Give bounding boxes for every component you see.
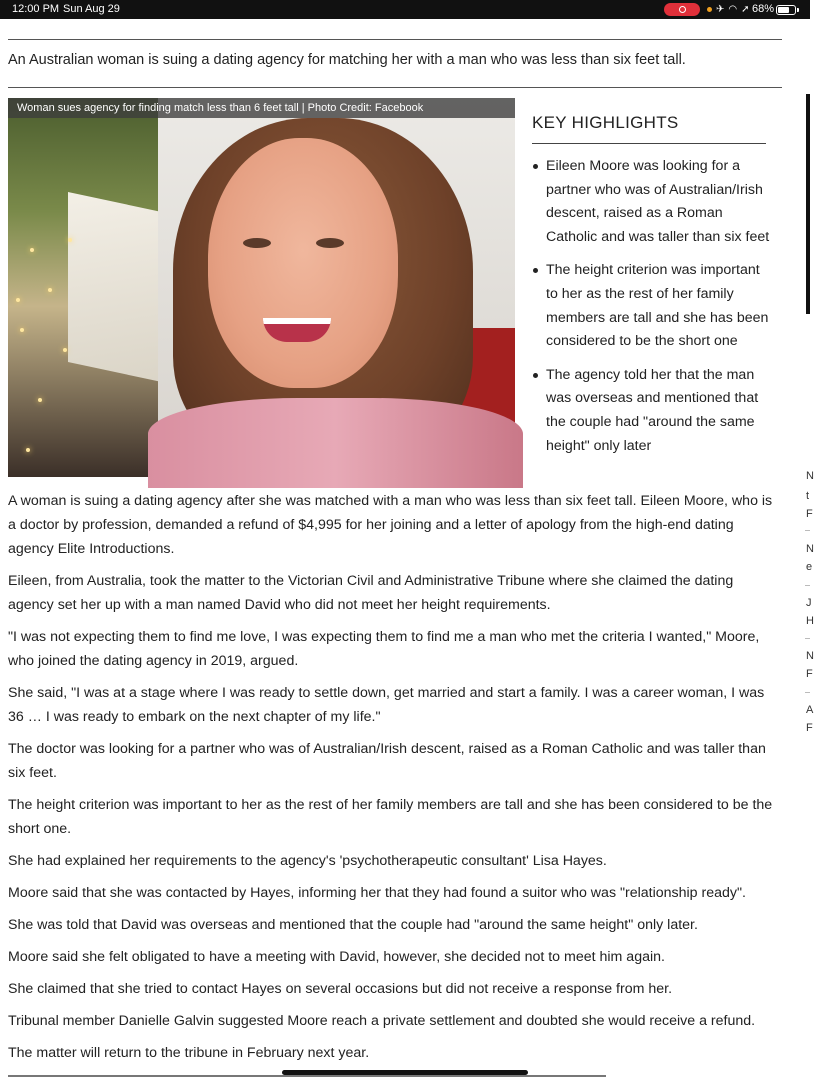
status-bar: [0, 0, 810, 19]
article-paragraph: The matter will return to the tribune in February next year.: [8, 1045, 370, 1061]
sidebar-fragment[interactable]: F: [806, 668, 813, 680]
article-paragraph: She was told that David was overseas and mentioned that the couple had "around the same height" only later.: [8, 917, 698, 933]
article-paragraph: Moore said she felt obligated to have a meeting with David, however, she decided not to meet him again.: [8, 949, 665, 965]
sidebar-edge: [806, 94, 810, 314]
airplane-icon: ✈: [716, 4, 725, 15]
wifi-icon: ◠: [728, 4, 738, 15]
article-paragraph: The doctor was looking for a partner who was of Australian/Irish descent, raised as a Roman Catholic and was taller than six feet.: [8, 741, 766, 781]
article-paragraph: Moore said that she was contacted by Hayes, informing her that they had found a suitor who was "relationship ready".: [8, 885, 746, 901]
article-paragraph: She claimed that she tried to contact Hayes on several occasions but did not receive a response from her.: [8, 981, 673, 997]
sidebar-fragment[interactable]: N: [806, 650, 814, 662]
mic-indicator-icon: [707, 7, 712, 12]
highlight-item: The height criterion was important to her as the rest of her family members are tall and she has been considered to be the short one: [532, 259, 772, 353]
article-paragraph: Eileen, from Australia, took the matter to the Victorian Civil and Administrative Tribune where she claimed the dating agency set her up with a man named David who did not meet her height requirements.: [8, 573, 734, 613]
article-paragraph: She had explained her requirements to the agency's 'psychotherapeutic consultant' Lisa Hayes.: [8, 853, 607, 869]
sidebar-fragment[interactable]: e: [806, 561, 813, 573]
key-highlights-list: [532, 155, 772, 480]
battery-icon: [776, 5, 796, 15]
sidebar-fragment[interactable]: t: [806, 490, 810, 502]
status-time: 12:00 PM: [12, 3, 60, 15]
image-caption-text: Woman sues agency for finding match less than 6 feet tall | Photo Credit: Facebook: [17, 102, 424, 114]
status-date: Sun Aug 29: [63, 3, 120, 15]
article-paragraph: Tribunal member Danielle Galvin suggested Moore reach a private settlement and doubted she would receive a refund.: [8, 1013, 756, 1029]
key-highlights-title: KEY HIGHLIGHTS: [532, 113, 679, 132]
sidebar-fragment[interactable]: J: [806, 597, 812, 609]
article-summary: An Australian woman is suing a dating agency for matching her with a man who was less than six feet tall.: [8, 52, 686, 68]
article-paragraph: She said, "I was at a stage where I was ready to settle down, get married and start a family. I was a career woman, I was 36 … I was ready to embark on the next chapter of my life.": [8, 685, 765, 725]
screen-record-icon[interactable]: [664, 3, 700, 16]
article-paragraph: "I was not expecting them to find me love, I was expecting them to find me a man who met the criteria I wanted," Moore, who joined the dating agency in 2019, argued.: [8, 629, 760, 669]
article-photo[interactable]: [8, 98, 515, 477]
divider: [8, 87, 782, 88]
article-body: [8, 489, 782, 1073]
sidebar-fragment[interactable]: N: [806, 543, 814, 555]
divider: [8, 1075, 606, 1077]
location-arrow-icon: ➚: [741, 4, 750, 15]
highlight-item: The agency told her that the man was overseas and mentioned that the couple had "around the same height" only later: [532, 364, 772, 458]
article-paragraph: A woman is suing a dating agency after she was matched with a man who was less than six feet tall. Eileen Moore, who is a doctor by profession, demanded a refund of $4,995 for her joining and a letter of apology from the high-end dating agency Elite Introductions.: [8, 493, 773, 557]
sidebar-fragment[interactable]: A: [806, 704, 814, 716]
sidebar-fragment[interactable]: F: [806, 508, 813, 520]
sidebar-fragment[interactable]: N: [806, 470, 814, 482]
battery-percent: 68%: [752, 3, 775, 15]
divider: [532, 143, 766, 144]
highlight-item: Eileen Moore was looking for a partner who was of Australian/Irish descent, raised as a Roman Catholic and was taller than six feet: [532, 155, 772, 249]
sidebar-fragment[interactable]: H: [806, 615, 814, 627]
home-indicator[interactable]: [282, 1070, 528, 1075]
divider: [8, 39, 782, 40]
image-caption: [8, 98, 515, 118]
sidebar-fragment[interactable]: F: [806, 722, 813, 734]
article-paragraph: The height criterion was important to her as the rest of her family members are tall and she has been considered to be the short one.: [8, 797, 773, 837]
